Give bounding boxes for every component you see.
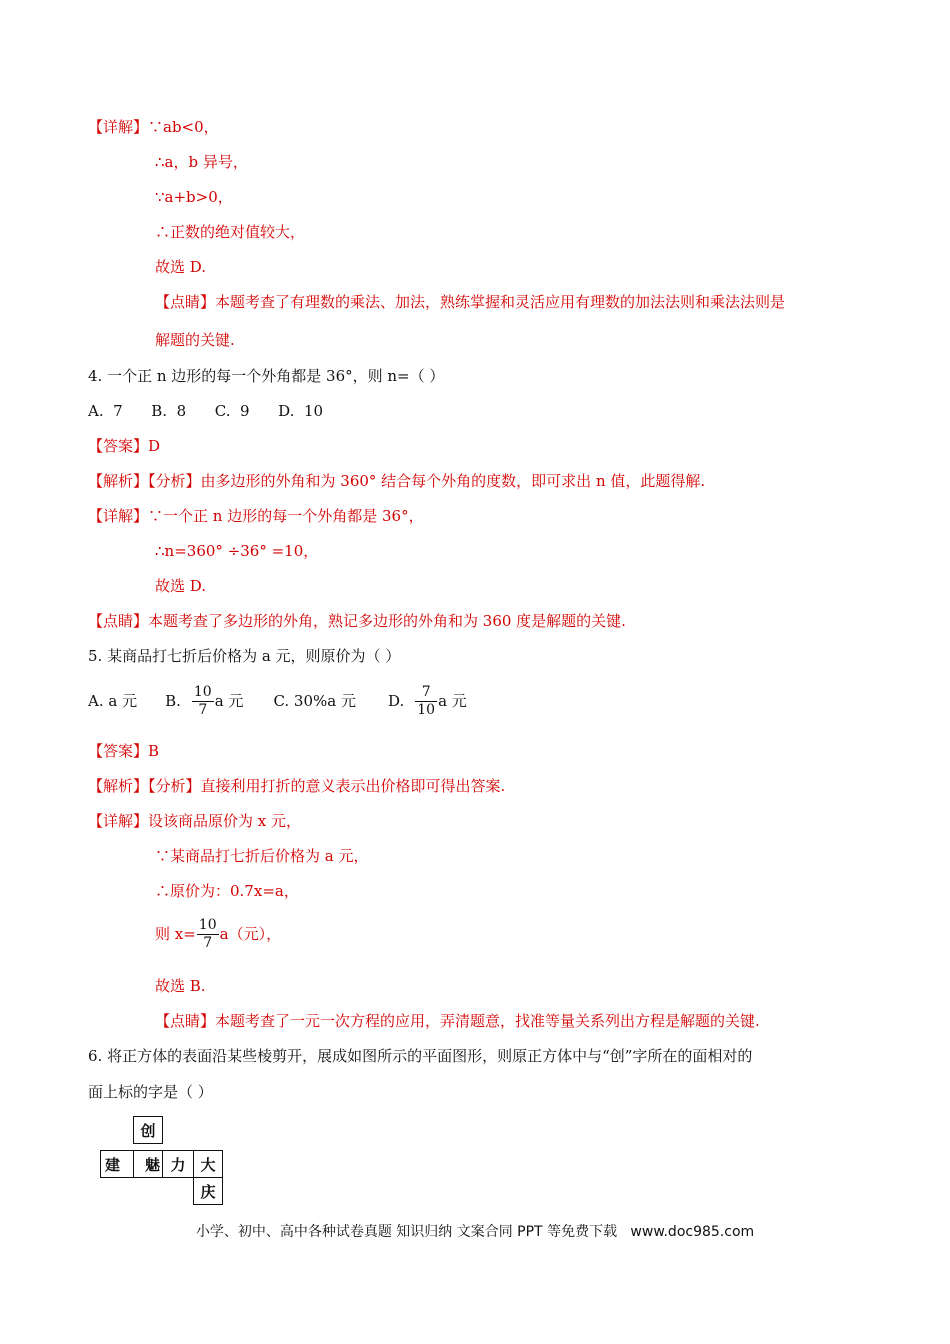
q3-detail-text1: ∵ab<0， [148, 118, 219, 136]
q5-option-d-label: D. [387, 692, 405, 710]
net-cell-mei: 魅 [133, 1150, 163, 1178]
q4-comment [88, 611, 626, 631]
q5-comment-tag: 【点睛】 [155, 1012, 216, 1030]
q4-analysis-tag: 【解析】【分析】 [88, 472, 201, 490]
q5-answer-tag: 【答案】 [88, 742, 149, 760]
q6-question-line2: 面上标的字是（ ） [88, 1083, 213, 1101]
q4-answer [88, 436, 160, 456]
cube-net-figure [100, 1116, 230, 1212]
q5-detail-line5: 故选 B. [155, 977, 206, 995]
q4-detail-tag: 【详解】 [88, 507, 149, 525]
q5-option-b-label: B. [165, 692, 181, 710]
q5-detail-line4-suffix: a（元）， [219, 925, 282, 943]
q4-analysis [88, 471, 705, 491]
q5-option-d-fraction [415, 684, 437, 719]
q5-option-d-denominator: 10 [417, 701, 436, 718]
q5-analysis-text: 直接利用打折的意义表示出价格即可得出答案. [200, 777, 506, 795]
q5-detail-denominator: 7 [203, 934, 213, 951]
q5-option-d-numerator: 7 [415, 684, 437, 702]
q6-question-line1: 6. 将正方体的表面沿某些棱剪开，展成如图所示的平面图形，则原正方体中与“创”字所在的面相对的 [88, 1047, 753, 1065]
net-cell-li: 力 [162, 1150, 194, 1178]
net-cell-qing: 庆 [193, 1177, 223, 1205]
q5-analysis [88, 776, 505, 796]
q5-detail-numerator: 10 [198, 916, 217, 933]
q5-detail-line4 [155, 912, 281, 956]
q5-detail-text1: 设该商品原价为 x 元， [148, 812, 302, 830]
q3-detail-line3: ∵a+b>0， [155, 188, 233, 206]
q4-answer-tag: 【答案】 [88, 437, 149, 455]
q4-answer-value: D [148, 437, 161, 455]
q5-detail-line3: ∴原价为：0.7x=a， [155, 882, 299, 900]
q5-comment [155, 1011, 760, 1031]
q5-detail-line2: ∵某商品打七折后价格为 a 元， [155, 847, 369, 865]
q5-comment-text: 本题考查了一元一次方程的应用，弄清题意，找准等量关系列出方程是解题的关键. [215, 1012, 760, 1030]
q3-detail-line5: 故选 D. [155, 258, 207, 276]
q4-detail-line3: 故选 D. [155, 577, 207, 595]
q3-comment-text1: 本题考查了有理数的乘法、加法，熟练掌握和灵活应用有理数的加法法则和乘法法则是 [215, 293, 786, 311]
q3-detail-tag: 【详解】 [88, 118, 149, 136]
q5-option-b-fraction [192, 684, 214, 719]
q5-option-b-numerator: 10 [193, 683, 212, 700]
q3-comment-line1 [155, 292, 785, 312]
q5-answer-value: B [148, 742, 160, 760]
q3-detail-line1 [88, 117, 219, 137]
q5-options [88, 678, 467, 724]
q3-detail-line4: ∴正数的绝对值较大， [155, 223, 306, 241]
q5-detail-line4-prefix: 则 x= [155, 925, 196, 943]
q5-option-b-suffix: a 元 [214, 692, 244, 710]
q5-analysis-tag: 【解析】【分析】 [88, 777, 201, 795]
net-cell-jian: 建 [100, 1150, 134, 1178]
q4-detail-line1 [88, 506, 424, 526]
q5-option-b-denominator: 7 [198, 701, 208, 718]
q4-options: A. 7 B. 8 C. 9 D. 10 [88, 402, 324, 420]
q4-detail-text1: ∵一个正 n 边形的每一个外角都是 36°， [148, 507, 424, 525]
q5-detail-line1 [88, 811, 301, 831]
q4-question: 4. 一个正 n 边形的每一个外角都是 36°，则 n=（ ） [88, 367, 445, 385]
q5-question: 5. 某商品打七折后价格为 a 元，则原价为（ ） [88, 647, 401, 665]
q4-detail-line2: ∴n=360° ÷36° =10， [155, 542, 319, 560]
q4-comment-tag: 【点睛】 [88, 612, 149, 630]
q5-option-d-suffix: a 元 [438, 692, 467, 710]
q5-answer [88, 741, 159, 761]
net-cell-da: 大 [193, 1150, 223, 1178]
q5-detail-tag: 【详解】 [88, 812, 149, 830]
net-cell-chuang: 创 [133, 1116, 163, 1144]
q3-detail-line2: ∴a，b 异号， [155, 153, 248, 171]
q5-option-c: C. 30%a 元 [273, 692, 356, 710]
q5-detail-fraction [197, 917, 219, 952]
q4-analysis-text: 由多边形的外角和为 360° 结合每个外角的度数，即可求出 n 值，此题得解. [200, 472, 706, 490]
q5-option-a: A. a 元 [88, 692, 138, 710]
q3-comment-line2: 解题的关键. [155, 331, 235, 349]
q3-comment-tag: 【点睛】 [155, 293, 216, 311]
q4-comment-text: 本题考查了多边形的外角，熟记多边形的外角和为 360 度是解题的关键. [148, 612, 626, 630]
page-footer: 小学、初中、高中各种试卷真题 知识归纳 文案合同 PPT 等免费下载 www.doc985.com [195, 1224, 755, 1240]
